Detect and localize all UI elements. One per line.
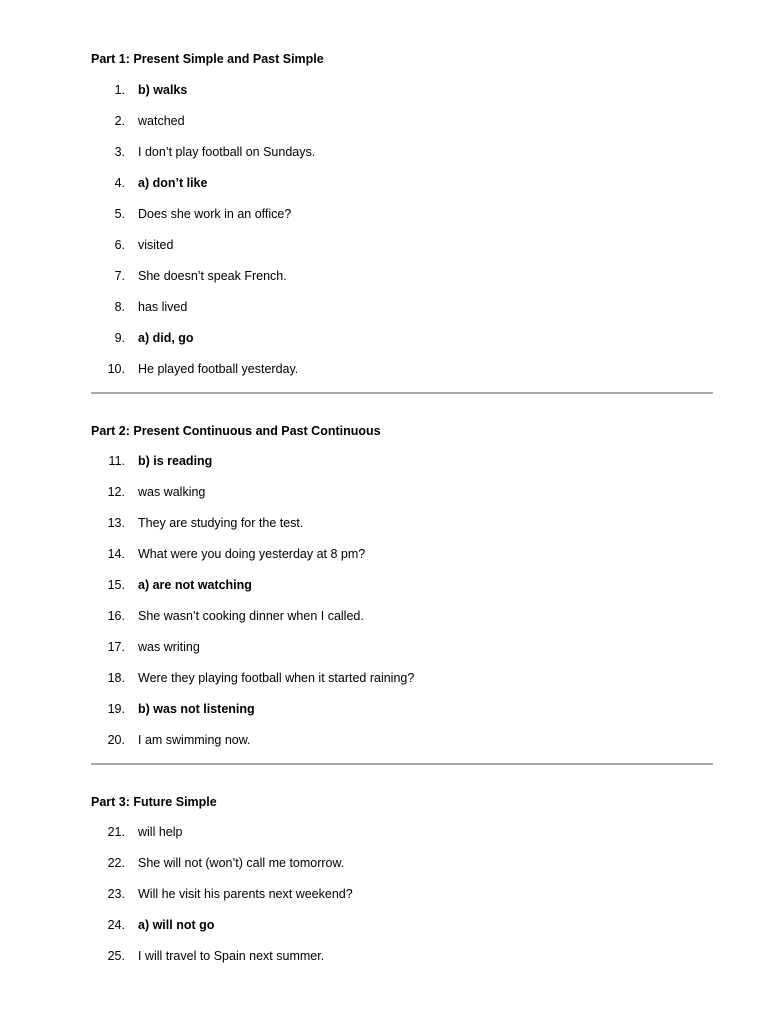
answer-item bbox=[91, 546, 713, 577]
answer-text: b) was not listening bbox=[138, 702, 255, 716]
answer-text: She will not (won’t) call me tomorrow. bbox=[138, 856, 345, 870]
answer-text: was walking bbox=[138, 485, 206, 499]
answer-number: 12. bbox=[107, 485, 125, 499]
answer-item bbox=[91, 886, 713, 917]
answer-text: I am swimming now. bbox=[138, 733, 251, 747]
answer-text: visited bbox=[138, 238, 174, 252]
section-heading: Part 1: Present Simple and Past Simple bbox=[91, 52, 324, 66]
answer-item bbox=[91, 330, 713, 361]
answer-list bbox=[91, 824, 713, 979]
answer-number: 17. bbox=[107, 640, 125, 654]
answer-number: 20. bbox=[107, 733, 125, 747]
answer-text: a) don’t like bbox=[138, 176, 208, 190]
answer-number: 10. bbox=[107, 362, 125, 376]
answer-item bbox=[91, 824, 713, 855]
answer-text: Were they playing football when it started raining? bbox=[138, 671, 415, 685]
answer-item bbox=[91, 608, 713, 639]
answer-number: 4. bbox=[114, 176, 125, 190]
answer-text: watched bbox=[138, 114, 185, 128]
section-part-3 bbox=[91, 794, 713, 979]
section-part-1 bbox=[91, 51, 713, 392]
answer-text: He played football yesterday. bbox=[138, 362, 299, 376]
answer-number: 2. bbox=[114, 114, 125, 128]
answer-item bbox=[91, 577, 713, 608]
answer-number: 14. bbox=[107, 547, 125, 561]
answer-number: 8. bbox=[114, 300, 125, 314]
answer-text: I don’t play football on Sundays. bbox=[138, 145, 316, 159]
answer-text: a) did, go bbox=[138, 331, 194, 345]
section-heading: Part 2: Present Continuous and Past Continuous bbox=[91, 424, 381, 438]
answer-text: a) will not go bbox=[138, 918, 215, 932]
answer-number: 25. bbox=[107, 949, 125, 963]
answer-list bbox=[91, 82, 713, 392]
answer-item bbox=[91, 701, 713, 732]
answer-text: b) is reading bbox=[138, 454, 213, 468]
section-heading: Part 3: Future Simple bbox=[91, 795, 217, 809]
answer-number: 3. bbox=[114, 145, 125, 159]
answer-item bbox=[91, 855, 713, 886]
answer-item bbox=[91, 206, 713, 237]
answer-number: 9. bbox=[114, 331, 125, 345]
answer-text: b) walks bbox=[138, 83, 188, 97]
answer-item bbox=[91, 948, 713, 979]
answer-number: 13. bbox=[107, 516, 125, 530]
answer-item bbox=[91, 82, 713, 113]
answer-number: 7. bbox=[114, 269, 125, 283]
section-part-2 bbox=[91, 423, 713, 763]
answer-text: They are studying for the test. bbox=[138, 516, 304, 530]
answer-number: 16. bbox=[107, 609, 125, 623]
section-divider bbox=[91, 392, 713, 394]
answer-number: 15. bbox=[107, 578, 125, 592]
answer-number: 22. bbox=[107, 856, 125, 870]
answer-number: 11. bbox=[108, 454, 125, 468]
answer-item bbox=[91, 670, 713, 701]
answer-number: 21. bbox=[107, 825, 125, 839]
answer-text: What were you doing yesterday at 8 pm? bbox=[138, 547, 366, 561]
answer-item bbox=[91, 268, 713, 299]
answer-item bbox=[91, 484, 713, 515]
answer-item bbox=[91, 237, 713, 268]
answer-number: 18. bbox=[107, 671, 125, 685]
answer-text: I will travel to Spain next summer. bbox=[138, 949, 325, 963]
answer-item bbox=[91, 361, 713, 392]
section-divider bbox=[91, 763, 713, 765]
answer-text: was writing bbox=[138, 640, 200, 654]
answer-item bbox=[91, 732, 713, 763]
answer-text: has lived bbox=[138, 300, 188, 314]
answer-item bbox=[91, 515, 713, 546]
answer-number: 5. bbox=[114, 207, 125, 221]
answer-text: will help bbox=[138, 825, 183, 839]
answer-item bbox=[91, 144, 713, 175]
answer-item bbox=[91, 113, 713, 144]
answer-number: 19. bbox=[107, 702, 125, 716]
answer-item bbox=[91, 917, 713, 948]
answer-number: 1. bbox=[114, 83, 125, 97]
answer-text: a) are not watching bbox=[138, 578, 252, 592]
answer-text: She doesn’t speak French. bbox=[138, 269, 287, 283]
answer-item bbox=[91, 453, 713, 484]
answer-text: Will he visit his parents next weekend? bbox=[138, 887, 353, 901]
answer-number: 23. bbox=[107, 887, 125, 901]
answer-item bbox=[91, 639, 713, 670]
answer-item bbox=[91, 175, 713, 206]
answer-item bbox=[91, 299, 713, 330]
answer-number: 6. bbox=[114, 238, 125, 252]
answer-text: Does she work in an office? bbox=[138, 207, 292, 221]
answer-list bbox=[91, 453, 713, 763]
answer-text: She wasn’t cooking dinner when I called. bbox=[138, 609, 364, 623]
answer-number: 24. bbox=[107, 918, 125, 932]
